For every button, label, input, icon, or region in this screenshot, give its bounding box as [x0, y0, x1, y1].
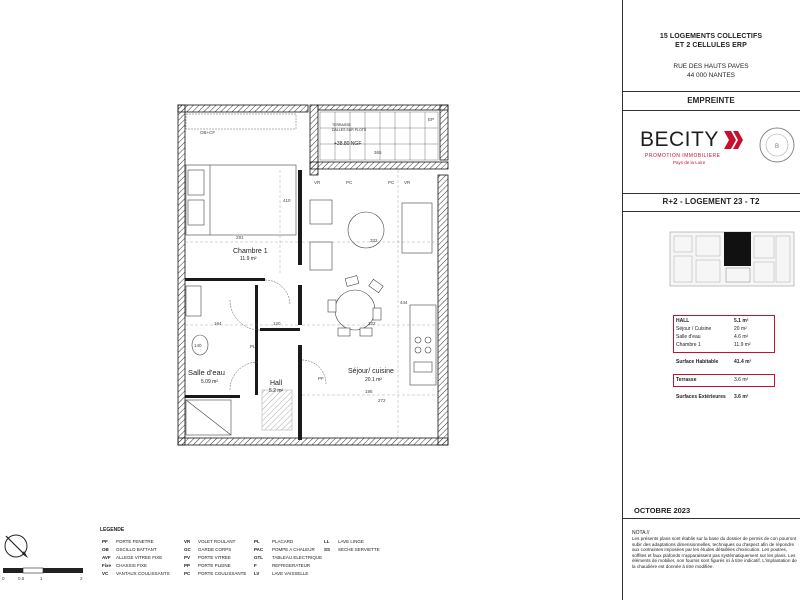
divider — [622, 91, 800, 92]
area-row-salle-eau: Salle d'eau 4.6 m² — [676, 334, 749, 340]
divider — [622, 193, 800, 194]
terrasse-box — [673, 374, 775, 387]
tag-vr-2: VR — [404, 180, 411, 185]
dim-120: 120 — [273, 321, 281, 326]
address-line1: RUE DES HAUTS PAVES — [673, 63, 749, 70]
north-arrow-icon — [2, 532, 30, 560]
dim-272: 272 — [378, 398, 386, 403]
terrace-label: TERRASSE — [332, 123, 351, 127]
legend-item: PAC POMPE A CHALEUR — [254, 547, 315, 552]
footprint-thumbnail — [668, 228, 796, 290]
dim-332: 332 — [370, 238, 378, 243]
legend-item: PF PORTE FENETRE — [102, 539, 154, 544]
dim-444: 444 — [400, 300, 408, 305]
room-area-salle-eau: 5.09 m² — [201, 379, 218, 385]
legend-item: LL LAVE LINGE — [324, 539, 364, 544]
unit-title: R+2 - LOGEMENT 23 - T2 — [662, 197, 760, 206]
group-seal-icon — [758, 126, 796, 164]
bed — [186, 165, 296, 235]
surface-habitable-row: Surface Habitable 41.4 m² — [676, 359, 752, 365]
becity-logo-mark-icon — [724, 131, 744, 149]
kitchen-counter — [410, 305, 436, 385]
legend-item: VR VOLET ROULANT — [184, 539, 236, 544]
legend-item: LV LAVE VAISSELLE — [254, 571, 309, 576]
dim-322: 322 — [368, 321, 376, 326]
tag-pl: PL — [250, 344, 256, 349]
legend-title: LEGENDE — [100, 527, 125, 533]
becity-logo: BECITY — [640, 128, 719, 151]
area-table-box — [673, 315, 775, 353]
legend-item: GTL TABLEAU ELECTRIQUE — [254, 555, 323, 560]
scale-label-1: 1 — [40, 576, 43, 581]
tag-pc-2: PC — [388, 180, 395, 185]
dim-140: 140 — [194, 343, 202, 348]
room-label-hall: Hall — [270, 380, 283, 387]
room-label-chambre: Chambre 1 — [233, 248, 268, 255]
legend-item: GC GARDE CORPS — [184, 547, 232, 552]
tag-pf: PF — [318, 376, 324, 381]
area-row-sejour: Séjour / Cuisine 20 m² — [676, 326, 747, 332]
living-furniture — [310, 200, 432, 336]
bathroom-fixtures — [186, 286, 292, 435]
dim-164: 164 — [214, 321, 222, 326]
legend-item: PV PORTE VITREE — [184, 555, 231, 560]
legend-item: AVF ALLEGE VITREE FIXE — [102, 555, 163, 560]
area-row-chambre: Chambre 1 11.9 m² — [676, 342, 751, 348]
room-area-chambre: 11.9 m² — [240, 256, 257, 262]
legend-item: SS SECHE SERVIETTE — [324, 547, 380, 552]
wardrobe — [186, 114, 296, 129]
door-swings — [230, 280, 326, 390]
terrasse-row: Terrasse 3.6 m² — [676, 377, 749, 383]
room-label-sejour: Séjour/ cuisine — [348, 368, 394, 375]
legend-item: PC PORTE COULISSANTE — [184, 571, 247, 576]
floor-plan — [170, 100, 460, 450]
legend — [92, 527, 392, 583]
divider — [622, 110, 800, 111]
legend-item: VC VANTAUX COULISSANTS — [102, 571, 170, 576]
legend-item: OB OSCILLO BATTANT — [102, 547, 157, 552]
divider — [622, 211, 800, 212]
room-label-salle-eau: Salle d'eau — [188, 368, 225, 377]
area-row-hall: HALL 5.1 m² — [676, 318, 749, 324]
project-title-line2: ET 2 CELLULES ERP — [675, 42, 747, 49]
dim-195: 195 — [365, 389, 373, 394]
dim-291: 291 — [236, 235, 244, 240]
nota-title: NOTA // — [632, 530, 650, 536]
divider — [622, 518, 800, 519]
scale-bar — [2, 567, 86, 575]
tag-pc-1: PC — [346, 180, 353, 185]
legend-item: Fixe CHASSIS FIXE — [102, 563, 148, 568]
project-title-line1: 15 LOGEMENTS COLLECTIFS — [659, 33, 763, 40]
dim-410: 410 — [283, 198, 291, 203]
date-label: OCTOBRE 2023 — [634, 506, 691, 515]
exterior-walls — [178, 105, 448, 445]
tag-vr-1: VR — [314, 180, 321, 185]
tag-ep: EP — [428, 117, 435, 122]
terrace-sub-label: DALLES SUR PLOTS — [332, 128, 367, 132]
room-area-hall: 5.2 m² — [269, 388, 284, 394]
legend-item: PL PLACARD — [254, 539, 294, 544]
terrace-ngf: +38.80 NGF — [334, 141, 362, 147]
becity-tagline: PROMOTION IMMOBILIERE — [645, 153, 721, 159]
tag-obcf: OB+CF — [200, 130, 216, 135]
legend-item: F REFRIGERATEUR — [254, 563, 311, 568]
legend-item: PP PORTE PLEINE — [184, 563, 231, 568]
svg-text:B: B — [774, 144, 780, 150]
becity-region: Pays de la Loire — [673, 160, 706, 165]
scale-label-0: 0 — [2, 576, 5, 581]
surfaces-exterieures-row: Surfaces Extérieures 3.6 m² — [676, 394, 749, 400]
room-area-sejour: 20.1 m² — [365, 377, 382, 383]
section-label: EMPREINTE — [687, 96, 735, 105]
dim-365: 365 — [374, 150, 382, 155]
scale-label-2: 2 — [80, 576, 83, 581]
nota-text: Les présents plans sont établis sur la base du dossier de permis de con pourront subir des adaptations dimensionnelles, techniques ou d'aspect afin de répondre aux contraintes imposées par les études détaillées d'exécution. Les poutres, soffites et faux plafonds n'apparaissent pas systématiquement sur les plans. Les éléments de mobilier, non fournis sont figurés ici à titre indicatif. L'implantation de la chaudière est donnée à titre modifiée. — [632, 536, 797, 569]
scale-label-05: 0.5 — [18, 576, 25, 581]
address-line2: 44 000 NANTES — [686, 72, 736, 79]
